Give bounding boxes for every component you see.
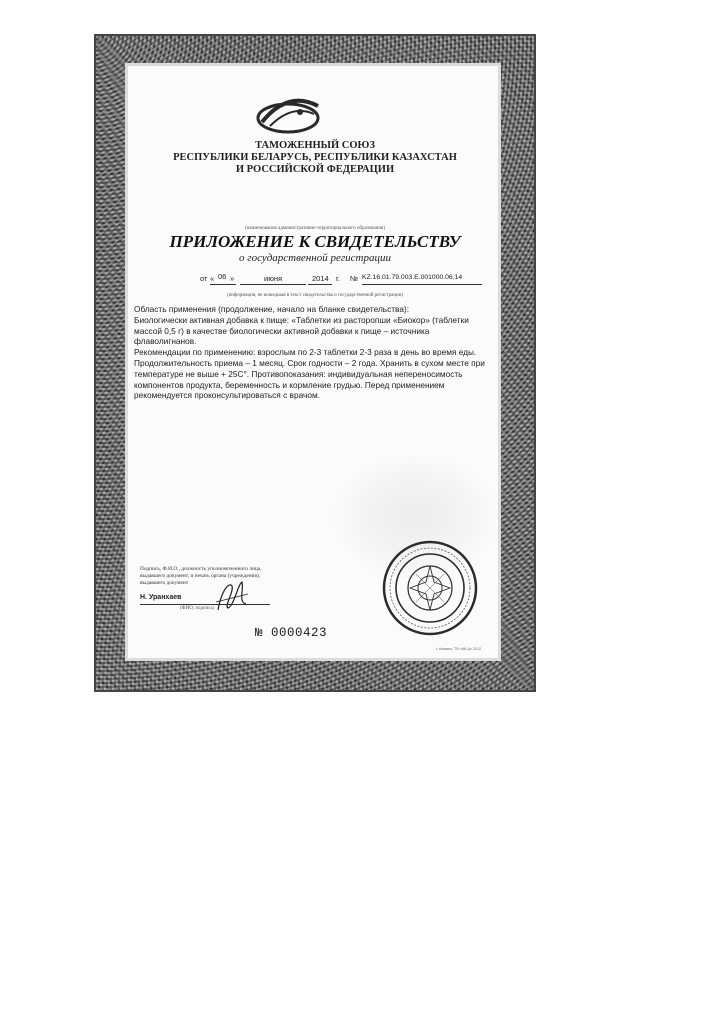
registration-number: KZ.16.01.79.003.E.001000.06.14 [362,274,463,281]
signature-line-caption: (ФИО, подпись) [180,606,215,611]
body-line: температуре не выше + 25С°. Противопоказания: индивидуальная непереносимость [134,368,463,379]
date-open-quote: « [210,274,215,283]
handwritten-signature-icon [212,576,252,616]
day-underline [210,284,236,285]
application-body [134,304,496,401]
document-title: ПРИЛОЖЕНИЕ К СВИДЕТЕЛЬСТВУ [169,232,461,251]
reg-number-underline [362,284,482,285]
date-day: 06 [218,272,227,281]
signature-caption-line: выдавшего документ [140,580,189,586]
date-month: июня [264,274,283,283]
body-line: рекомендуется проконсультироваться с врачом. [134,390,320,401]
printer-imprint: г. Алматы, ТФ «АК-Ц» 2012 [436,647,482,651]
issuer-line: ТАМОЖЕННЫЙ СОЮЗ [255,140,375,151]
issuer-heading [150,140,480,176]
form-serial-number: № 0000423 [255,626,328,640]
customs-union-emblem-icon [248,92,328,136]
signature-caption-line: выдавшего документ, и печать органа (учреждения), [140,573,261,579]
body-line: компонентов продукта, беременность и кормление грудью. Перед применением [134,379,445,390]
body-line: Биологически активная добавка к пище: «Таблетки из расторопши «Биокор» (таблетки [134,314,469,325]
date-year: 2014 [312,274,329,283]
date-year-suffix: г. [336,274,340,283]
body-line: Продолжительность приема – 1 месяц. Срок годности – 2 года. Хранить в сухом месте при [134,357,485,368]
document-subtitle: о государственной регистрации [239,252,391,264]
date-from-label: от [200,274,208,283]
caption-extra-info: (информация, не вошедшая в текст свидетельства о государственной регистрации) [226,293,404,298]
body-line: массой 0,5 г) в качестве биологически активной добавки к пище – источника [134,325,430,336]
official-seal-icon [380,538,480,638]
issuer-line: РЕСПУБЛИКИ БЕЛАРУСЬ, РЕСПУБЛИКИ КАЗАХСТАН [173,152,457,163]
signature-caption-line: Подпись, Ф.И.О., должность уполномоченного лица, [140,566,262,572]
date-registration-line [200,272,490,286]
date-close-quote: » [230,274,235,283]
body-line: Область применения (продолжение, начало на бланке свидетельства): [134,304,410,314]
issuer-line: И РОССИЙСКОЙ ФЕДЕРАЦИИ [235,164,395,175]
caption-admin-unit: (наименование административно-территориального образования) [244,226,385,231]
month-underline [240,284,306,285]
year-underline [308,284,332,285]
body-line: флаволигнанов. [134,336,197,347]
body-line: Рекомендации по применению: взрослым по 2-3 таблетки 2-3 раза в день во время еды. [134,347,477,358]
number-sign: № [350,274,359,283]
signer-name: Н. Уранхаев [140,594,182,601]
